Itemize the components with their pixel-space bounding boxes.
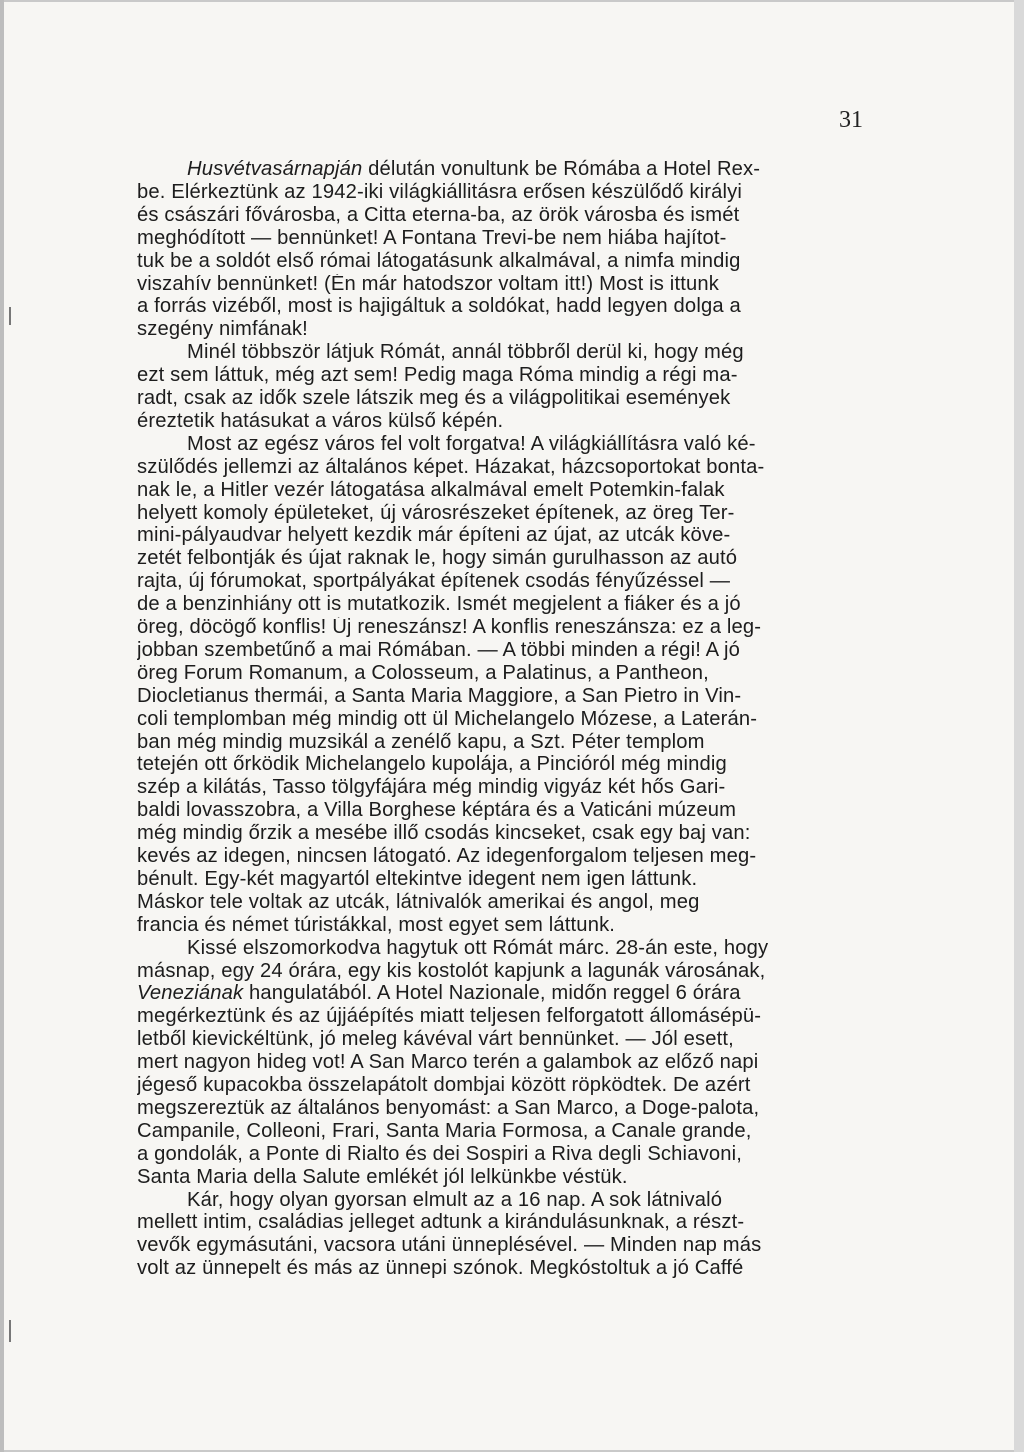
text-line: de a benzinhiány ott is mutatkozik. Ismét megjelent a fiáker és a jó (137, 594, 741, 615)
text-line: tuk be a soldót első római látogatásunk alkalmával, a nimfa mindig (137, 250, 741, 271)
text-line: a forrás vizéből, most is hajigáltuk a soldókat, hadd legyen dolga a (137, 296, 741, 317)
scanned-page (4, 2, 1014, 1450)
text-line: és császári fővárosba, a Citta eterna-ba, az örök városba és ismét (137, 204, 740, 225)
text-line: coli templomban még mindig ott ül Michelangelo Mózese, a Laterán- (137, 708, 758, 729)
text-line: helyett komoly épületeket, új városrészeket építenek, az öreg Ter- (137, 502, 735, 523)
text-line: öreg, döcögő konflis! Új reneszánsz! A konflis reneszánsza: ez a leg- (137, 617, 762, 638)
text-line: a gondolák, a Ponte di Rialto és dei Sospiri a Riva degli Schiavoni, (137, 1143, 742, 1164)
text-line: megérkeztünk és az újjáépítés miatt teljesen felforgatott állomásépü- (137, 1006, 762, 1027)
text-line: kevés az idegen, nincsen látogató. Az idegenforgalom teljesen meg- (137, 846, 757, 867)
left-margin-mark-bottom (9, 1320, 11, 1342)
text-line: rajta, új fórumokat, sportpályákat építenek csodás fényűzéssel — (137, 571, 731, 592)
text-line: öreg Forum Romanum, a Colosseum, a Palatinus, a Pantheon, (137, 662, 709, 683)
text-line: meghódított — bennünket! A Fontana Trevi-be nem hiába hajítot- (137, 227, 727, 248)
text-line: viszahív bennünket! (Én már hatodszor voltam itt!) Most is ittunk (137, 273, 719, 294)
text-line: Santa Maria della Salute emlékét jól lelkünkbe véstük. (137, 1166, 628, 1187)
text-line: bénult. Egy-két magyartól eltekintve idegent nem igen láttunk. (137, 868, 698, 890)
text-line: radt, csak az idők szele látszik meg és a világpolitikai események (137, 388, 731, 409)
text-line: Kissé elszomorkodva hagytuk ott Rómát márc. 28-án este, hogy (187, 937, 769, 958)
italic-word: Veneziának (137, 983, 244, 1004)
page-right-edge (1014, 0, 1024, 1452)
text-line: zetét felbontják és újat raknak le, hogy simán gurulhasson az autó (137, 548, 738, 569)
left-margin-mark-top (9, 307, 11, 325)
text-line: ban még mindig muzsikál a zenélő kapu, a Szt. Péter templom (137, 731, 705, 752)
text-line: Máskor tele voltak az utcák, látnivalók amerikai és angol, meg (137, 891, 700, 912)
text-line: szegény nimfának! (137, 319, 308, 340)
text-line: szép a kilátás, Tasso tölgyfájára még mindig vigyáz két hős Gari- (137, 777, 726, 798)
text-line: jobban szembetűnő a mai Rómában. — A többi minden a régi! A jó (137, 639, 740, 661)
text-line: megszereztük az általános benyomást: a San Marco, a Doge-palota, (137, 1097, 760, 1119)
text-line: be. Elérkeztünk az 1942-iki világkiállitásra erősen készülődő királyi (137, 181, 743, 203)
text-line: Diocletianus thermái, a Santa Maria Maggiore, a San Pietro in Vin- (137, 685, 742, 706)
text-line: Veneziának hangulatából. A Hotel Nazionale, midőn reggel 6 órára (137, 983, 741, 1004)
text-line: letből kievickéltünk, jó meleg kávéval várt bennünket. — Jól esett, (137, 1029, 734, 1050)
text-line: szülődés jellemzi az általános képet. Házakat, házcsoportokat bonta- (137, 456, 765, 477)
text-line: francia és német túristákkal, most egyet sem láttunk. (137, 914, 616, 935)
text-line: Campanile, Colleoni, Frari, Santa Maria Formosa, a Canale grande, (137, 1120, 752, 1141)
text-line: éreztetik hatásukat a város külső képén. (137, 410, 504, 432)
text-line: másnap, egy 24 órára, egy kis kostolót kapjunk a lagunák városának, (137, 960, 766, 981)
text-line: tetején ott őrködik Michelangelo kupolája, a Pincióról még mindig (137, 754, 727, 775)
text-line: ezt sem láttuk, még azt sem! Pedig maga Róma mindig a régi ma- (137, 365, 738, 386)
text-line: baldi lovasszobra, a Villa Borghese képtára és a Vaticáni múzeum (137, 800, 737, 821)
text-line: mert nagyon hideg vot! A San Marco terén a galambok az előző napi (137, 1052, 759, 1073)
italic-word: Husvétvasárnapján (187, 159, 363, 180)
text-line: Kár, hogy olyan gyorsan elmult az a 16 nap. A sok látnivaló (187, 1189, 723, 1210)
text-line: volt az ünnepelt és más az ünnepi szónok. Megkóstoltuk a jó Caffé (137, 1258, 744, 1279)
text-line: mellett intim, családias jelleget adtunk a kirándulásunknak, a részt- (137, 1212, 745, 1233)
text-line: mini-pályaudvar helyett kezdik már építeni az újat, az utcák köve- (137, 525, 731, 546)
text-line: vevők egymásutáni, vacsora utáni ünneplésével. — Minden nap más (137, 1235, 762, 1256)
text-line: még mindig őrzik a mesébe illő csodás kincseket, csak egy baj van: (137, 823, 751, 844)
text-line: jégeső kupacokba összelapátolt dombjai között röpködtek. De azért (137, 1075, 751, 1096)
page-number: 31 (839, 107, 863, 133)
text-line: Minél többször látjuk Rómát, annál többről derül ki, hogy még (187, 342, 744, 363)
text-line: Most az egész város fel volt forgatva! A világkiállításra való ké- (187, 433, 756, 454)
text-line: nak le, a Hitler vezér látogatása alkalmával emelt Potemkin-falak (137, 479, 725, 500)
text-line: Husvétvasárnapján délután vonultunk be Rómába a Hotel Rex- (187, 159, 761, 180)
